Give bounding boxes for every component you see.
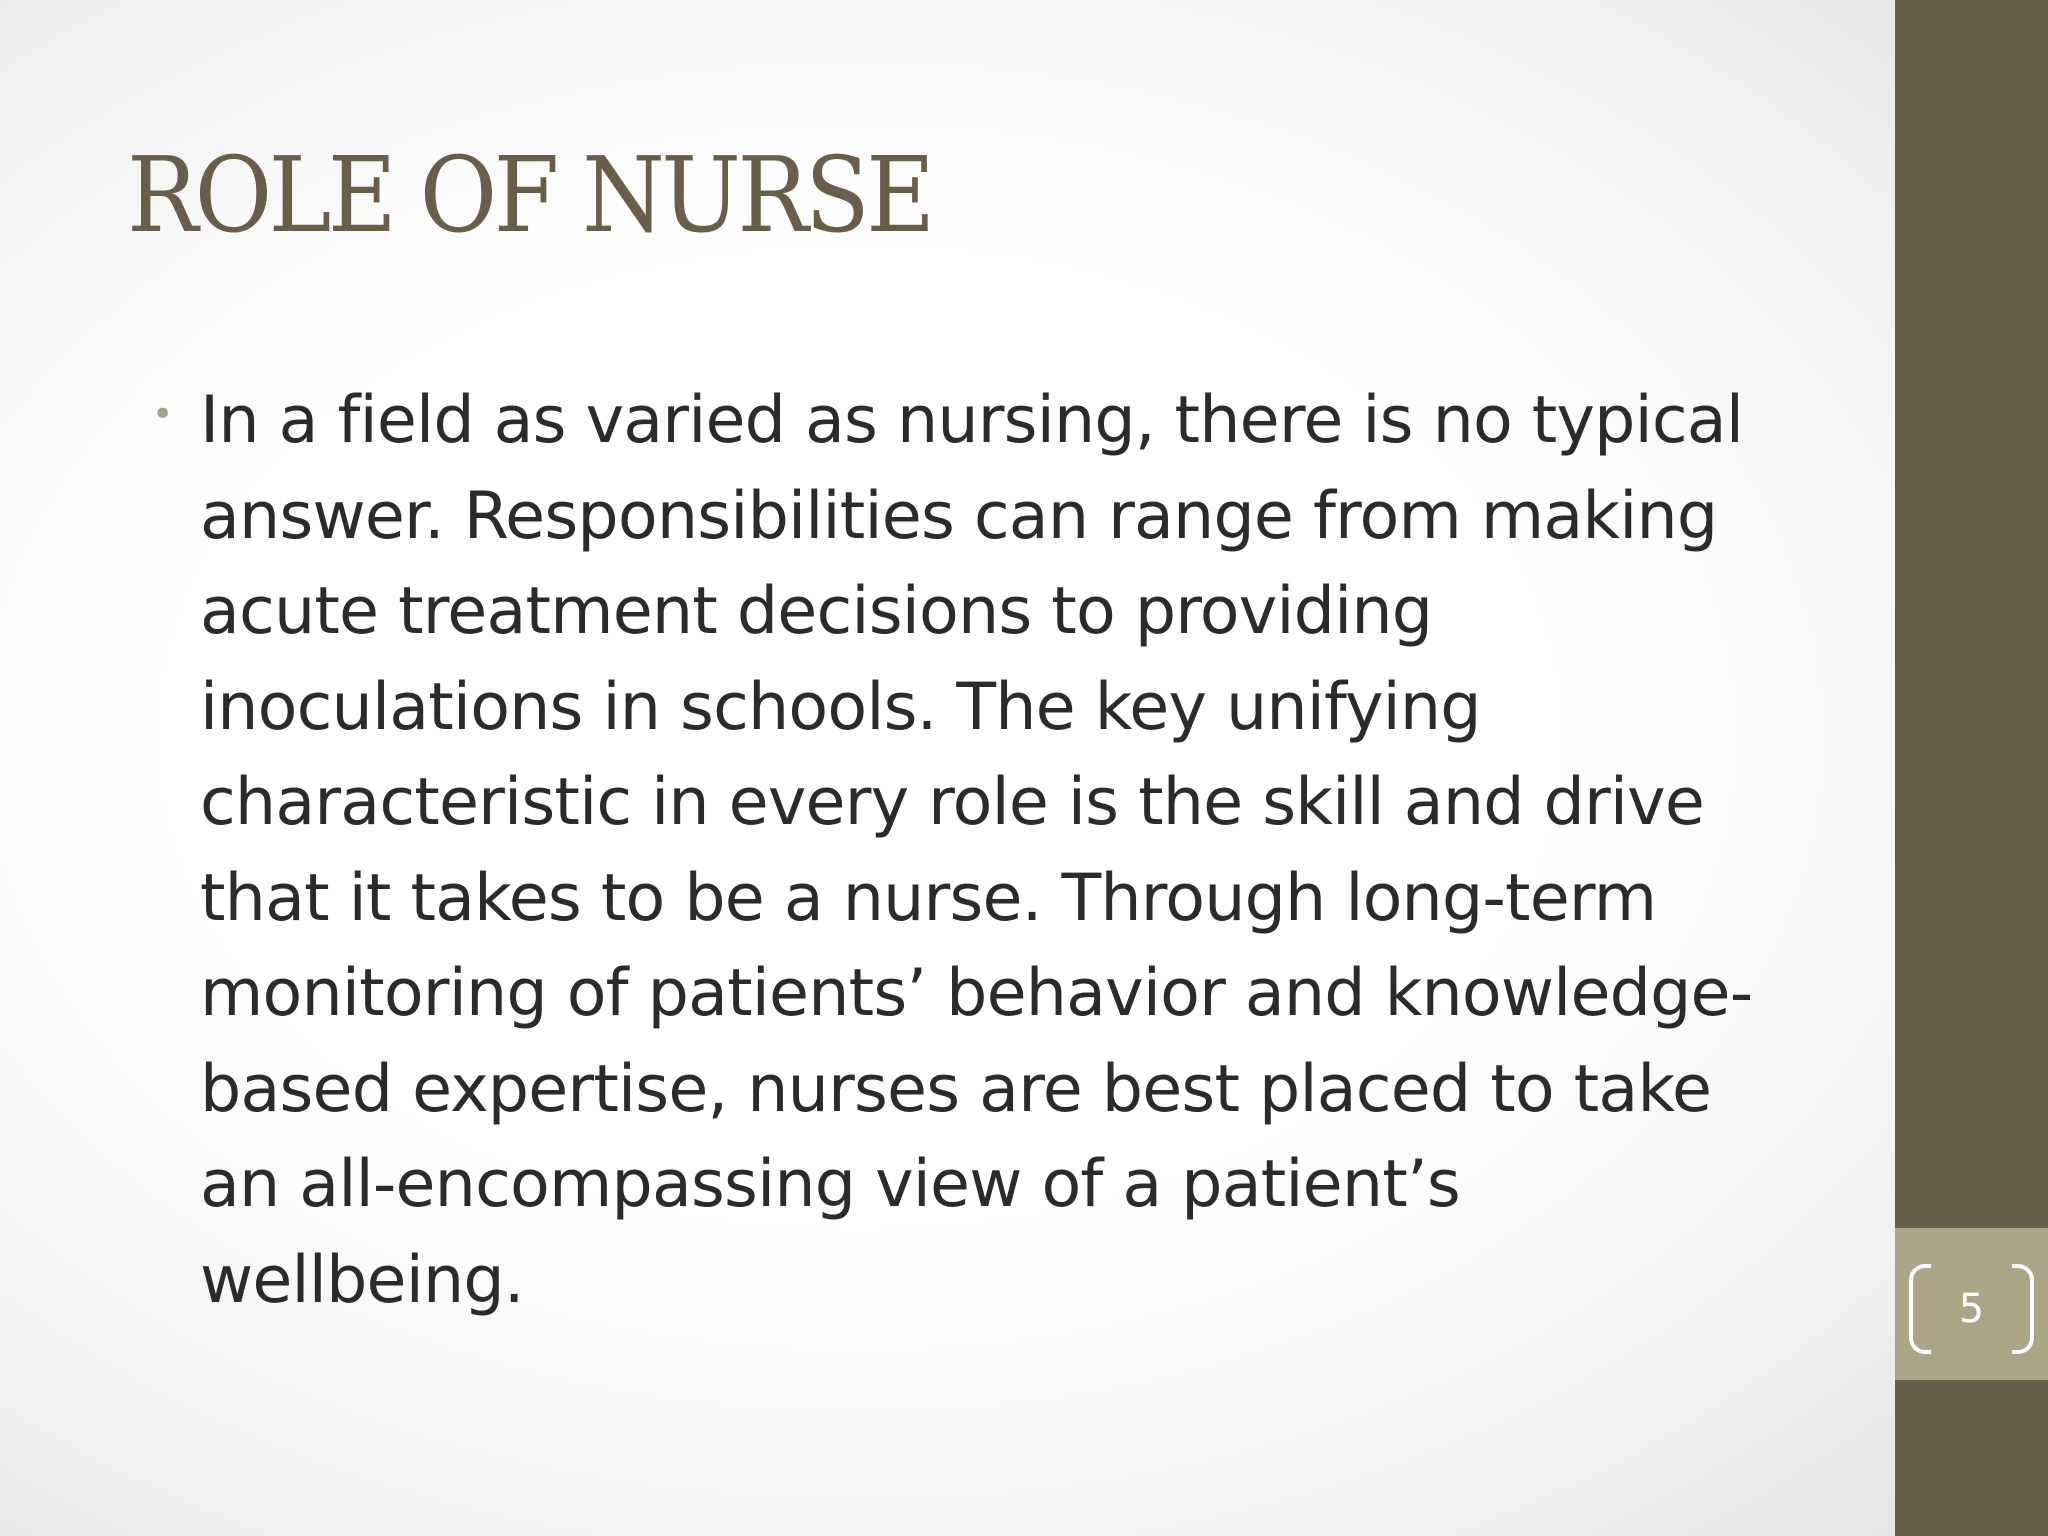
page-number-tab: [1895, 1228, 2048, 1380]
bullet-text-line: acute treatment decisions to providing: [200, 574, 1433, 649]
bullet-text-line: monitoring of patients’ behavior and knowledge-: [200, 956, 1753, 1031]
bullet-icon: •: [152, 394, 174, 435]
bullet-text-line: inoculations in schools. The key unifying: [200, 669, 1481, 745]
bullet-text-line: that it takes to be a nurse. Through long-term: [200, 860, 1657, 936]
bullet-text-line: answer. Responsibilities can range from making: [200, 478, 1718, 554]
bullet-text-line: characteristic in every role is the skill and drive: [200, 765, 1705, 840]
bullet-text-line: based expertise, nurses are best placed to take: [200, 1051, 1712, 1127]
bullet-text-line: In a field as varied as nursing, there is no typical: [200, 383, 1744, 458]
page-number: 5: [1958, 1286, 1985, 1332]
right-bracket-icon: [2012, 1264, 2034, 1354]
bullet-list: [148, 373, 1848, 1328]
bullet-text-line: an all-encompassing view of a patient’s: [200, 1147, 1460, 1222]
bullet-item: [148, 373, 1848, 1328]
slide-title: ROLE OF NURSE: [127, 134, 932, 256]
bullet-text-line: wellbeing.: [200, 1242, 524, 1318]
